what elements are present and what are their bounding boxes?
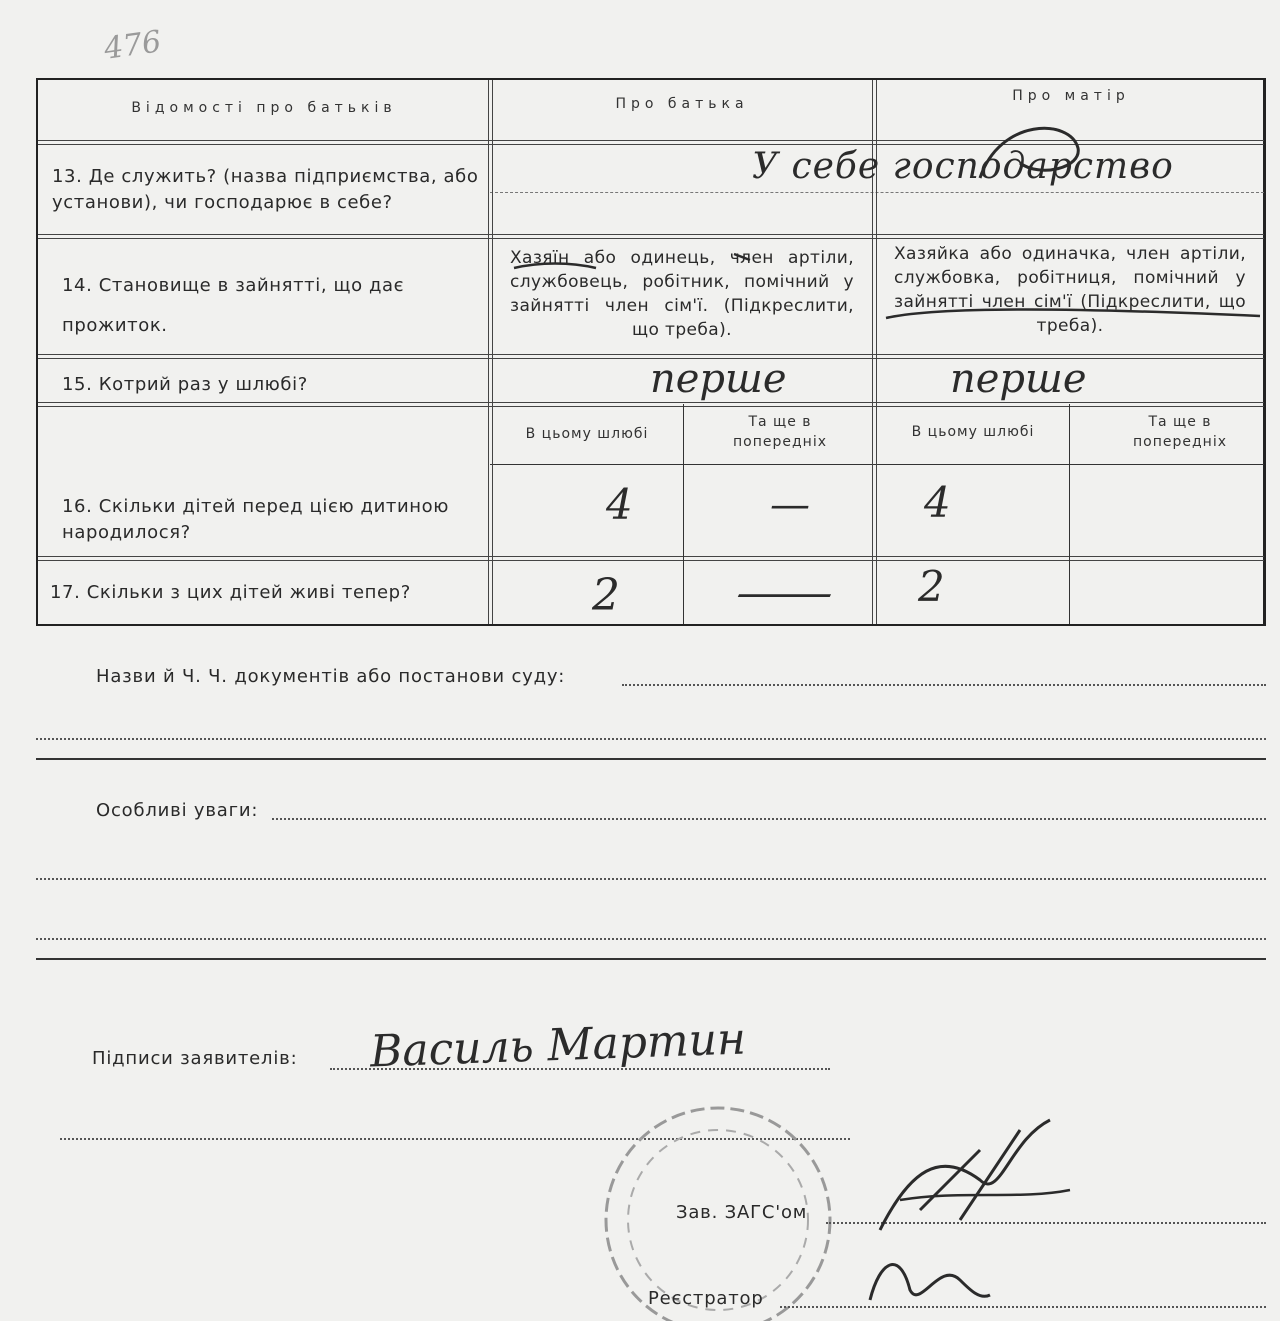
- page-number: 476: [101, 24, 164, 67]
- q15-label: 15. Котрий раз у шлюбі?: [62, 374, 308, 395]
- q17-father-this: 2: [592, 570, 620, 621]
- q14-father-underline: [510, 250, 810, 280]
- remarks-line-1: [272, 818, 1266, 820]
- applicants-signature: Василь Мартин: [369, 1013, 747, 1078]
- q16-father-this: 4: [606, 480, 633, 529]
- q13-label: 13. Де служить? (назва підприємства, або установи), чи господарює в себе?: [52, 166, 479, 213]
- q14-mother-options: Хазяйка або одиначка, член артіли, службовка, робітниця, помічний у зайнятті член сім'ї (Підкреслити, що треба).: [894, 244, 1246, 336]
- remarks-line-3: [36, 938, 1266, 940]
- registrar-line: [780, 1306, 1266, 1308]
- q15-father-answer: перше: [650, 356, 787, 402]
- q16-mother-this: 4: [924, 478, 951, 527]
- documents-line-1: [622, 684, 1266, 686]
- q17-father-prev: —: [734, 568, 835, 617]
- subheader-mother-prev: Та ще в попередніх: [1133, 414, 1227, 450]
- registrar-label: Реєстратор: [648, 1288, 764, 1309]
- q14-label: 14. Становище в зайнятті, що дає прожиток.: [62, 275, 405, 336]
- header-mother: Про матір: [1012, 88, 1130, 104]
- subheader-father-prev: Та ще в попередніх: [733, 414, 827, 450]
- q16-father-prev: —: [770, 482, 810, 528]
- remarks-line-2: [36, 878, 1266, 880]
- q17-mother-this: 2: [918, 562, 945, 611]
- head-signature: [860, 1110, 1100, 1250]
- q15-mother-answer: перше: [950, 356, 1087, 402]
- remarks-label: Особливі уваги:: [96, 800, 259, 821]
- remarks-separator: [36, 958, 1266, 960]
- q13-handwriting-strokes: [960, 118, 1090, 188]
- subheader-mother-this: В цьому шлюбі: [911, 424, 1035, 440]
- registrar-signature: [860, 1240, 1000, 1320]
- applicants-label: Підписи заявителів:: [92, 1048, 298, 1069]
- head-label: Зав. ЗАГС'ом: [676, 1202, 808, 1223]
- q13-answer: У себе господарство: [752, 146, 1174, 187]
- q17-label: 17. Скільки з цих дітей живі тепер?: [50, 582, 411, 603]
- q14-father-options: Хазяїн або одинець, член артіли, службовець, робітник, помічний у зайнятті член сім'ї. (Підкреслити, що треба).: [510, 248, 854, 340]
- q14-mother-underline: [880, 300, 1270, 330]
- documents-line-2: [36, 738, 1266, 740]
- subheader-father-this: В цьому шлюбі: [525, 426, 649, 442]
- header-info: Відомості про батьків: [131, 100, 397, 116]
- applicants-line-1: [330, 1068, 830, 1070]
- documents-label: Назви й Ч. Ч. документів або постанови суду:: [96, 666, 566, 687]
- q16-label: 16. Скільки дітей перед цією дитиною народилося?: [62, 496, 449, 543]
- header-father: Про батька: [615, 96, 749, 112]
- documents-separator: [36, 758, 1266, 760]
